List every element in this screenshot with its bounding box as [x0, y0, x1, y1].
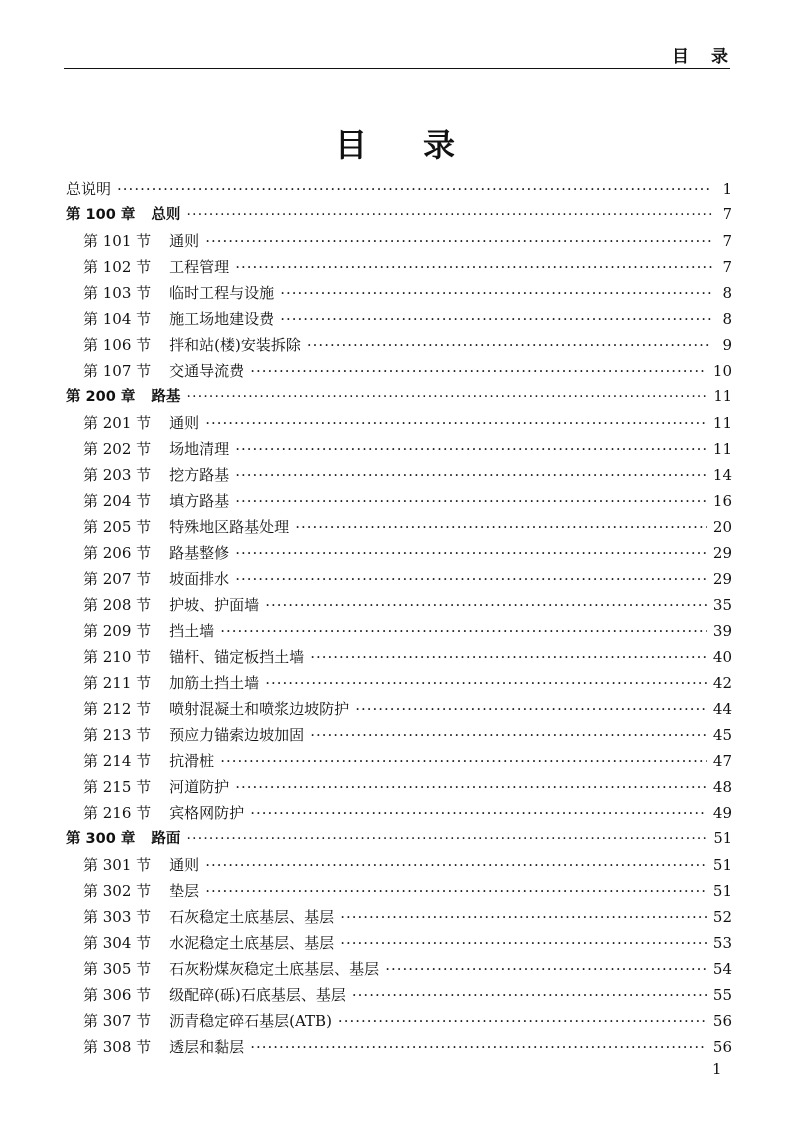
toc-leader-dots — [355, 696, 707, 722]
toc-leader-dots — [265, 670, 707, 696]
toc-entry-page: 51 — [712, 882, 732, 900]
toc-entry[interactable] — [66, 514, 732, 540]
toc-entry[interactable] — [66, 384, 732, 410]
toc-entry-title: 坡面排水 — [169, 570, 230, 588]
toc-entry-title: 挡土墙 — [169, 622, 215, 640]
toc-entry-title: 通则 — [169, 414, 200, 432]
toc-entry-page: 49 — [712, 804, 732, 822]
toc-leader-dots — [220, 748, 707, 774]
toc-entry[interactable] — [66, 670, 732, 696]
toc-entry-title: 临时工程与设施 — [169, 284, 275, 302]
toc-entry-number: 第 203 节 — [83, 466, 152, 484]
toc-leader-dots — [235, 254, 712, 280]
toc-entry-title: 护坡、护面墙 — [169, 596, 260, 614]
toc-leader-dots — [265, 592, 707, 618]
toc-entry[interactable] — [66, 306, 732, 332]
toc-entry[interactable] — [66, 748, 732, 774]
toc-entry-page: 48 — [712, 778, 732, 796]
toc-entry[interactable] — [66, 1034, 732, 1060]
toc-leader-dots — [280, 280, 712, 306]
toc-entry-number: 第 211 节 — [83, 674, 152, 692]
toc-entry[interactable] — [66, 410, 732, 436]
toc-entry-page: 51 — [713, 831, 732, 847]
toc-leader-dots — [235, 774, 707, 800]
toc-entry[interactable] — [66, 878, 732, 904]
toc-entry-page: 14 — [712, 466, 732, 484]
toc-entry-number: 第 305 节 — [83, 960, 152, 978]
toc-entry-title: 石灰稳定土底基层、基层 — [169, 908, 335, 926]
toc-entry-title: 宾格网防护 — [169, 804, 245, 822]
page-number: 1 — [712, 1060, 722, 1078]
toc-entry-number: 第 101 节 — [83, 232, 152, 250]
toc-entry-number: 第 107 节 — [83, 362, 152, 380]
toc-entry-page: 51 — [712, 856, 732, 874]
toc-leader-dots — [235, 488, 707, 514]
toc-entry-title: 石灰粉煤灰稳定土底基层、基层 — [169, 960, 380, 978]
toc-entry-title: 总说明 — [66, 180, 112, 198]
toc-entry[interactable] — [66, 696, 732, 722]
toc-entry-page: 56 — [712, 1012, 732, 1030]
toc-entry[interactable] — [66, 800, 732, 826]
toc-entry-title: 施工场地建设费 — [169, 310, 275, 328]
toc-entry-title: 预应力锚索边坡加固 — [169, 726, 305, 744]
toc-entry-page: 20 — [712, 518, 732, 536]
toc-leader-dots — [310, 722, 707, 748]
toc-leader-dots — [205, 228, 712, 254]
toc-leader-dots — [205, 852, 707, 878]
toc-entry-page: 11 — [713, 389, 732, 405]
toc-entry[interactable] — [66, 228, 732, 254]
toc-entry[interactable] — [66, 202, 732, 228]
toc-entry-title: 锚杆、锚定板挡土墙 — [169, 648, 305, 666]
toc-entry[interactable] — [66, 436, 732, 462]
toc-entry-page: 52 — [712, 908, 732, 926]
toc-entry-number: 第 102 节 — [83, 258, 152, 276]
running-head — [64, 38, 750, 69]
toc-entry-page: 39 — [712, 622, 732, 640]
toc-entry[interactable] — [66, 332, 732, 358]
toc-leader-dots — [235, 566, 707, 592]
toc-entry-number: 第 207 节 — [83, 570, 152, 588]
toc-leader-dots — [220, 618, 707, 644]
toc-entry-title: 喷射混凝土和喷浆边坡防护 — [169, 700, 350, 718]
toc-entry-title: 工程管理 — [169, 258, 230, 276]
toc-leader-dots — [186, 202, 712, 228]
toc-entry-title: 通则 — [169, 232, 200, 250]
toc-entry-page: 9 — [722, 336, 732, 354]
toc-entry-number: 第 216 节 — [83, 804, 152, 822]
running-head-text: 目录 — [672, 47, 750, 67]
toc-entry-title: 挖方路基 — [169, 466, 230, 484]
toc-entry-number: 第 301 节 — [83, 856, 152, 874]
toc-entry[interactable] — [66, 1008, 732, 1034]
toc-entry[interactable] — [66, 618, 732, 644]
toc-leader-dots — [117, 176, 712, 202]
toc-entry-page: 10 — [712, 362, 732, 380]
toc-leader-dots — [186, 826, 707, 852]
toc-entry-number: 第 302 节 — [83, 882, 152, 900]
toc-entry[interactable] — [66, 566, 732, 592]
toc-leader-dots — [340, 930, 707, 956]
toc-entry-number: 第 200 章 — [66, 389, 136, 405]
toc-entry-number: 第 209 节 — [83, 622, 152, 640]
toc-entry[interactable] — [66, 540, 732, 566]
toc-entry-page: 44 — [712, 700, 732, 718]
toc-leader-dots — [250, 358, 707, 384]
toc-entry-title: 路面 — [151, 831, 181, 847]
toc-entry-number: 第 307 节 — [83, 1012, 152, 1030]
toc-entry[interactable] — [66, 280, 732, 306]
toc-leader-dots — [280, 306, 712, 332]
toc-entry-page: 11 — [712, 414, 732, 432]
toc-entry-number: 第 303 节 — [83, 908, 152, 926]
toc-entry-page: 56 — [712, 1038, 732, 1056]
toc-leader-dots — [235, 540, 707, 566]
toc-entry-title: 加筋土挡土墙 — [169, 674, 260, 692]
toc-leader-dots — [235, 462, 707, 488]
toc-leader-dots — [338, 1008, 707, 1034]
toc-leader-dots — [310, 644, 707, 670]
toc-entry-title: 填方路基 — [169, 492, 230, 510]
toc-leader-dots — [250, 800, 707, 826]
toc-entry-page: 8 — [722, 310, 732, 328]
toc-entry-number: 第 212 节 — [83, 700, 152, 718]
table-of-contents — [66, 176, 732, 1060]
toc-entry-page: 8 — [722, 284, 732, 302]
toc-entry-page: 42 — [712, 674, 732, 692]
toc-entry-page: 45 — [712, 726, 732, 744]
toc-entry[interactable] — [66, 462, 732, 488]
toc-leader-dots — [205, 410, 707, 436]
toc-entry-page: 7 — [722, 207, 732, 223]
toc-entry-number: 第 104 节 — [83, 310, 152, 328]
toc-entry-number: 第 202 节 — [83, 440, 152, 458]
toc-leader-dots — [340, 904, 707, 930]
toc-entry-page: 54 — [712, 960, 732, 978]
toc-leader-dots — [295, 514, 707, 540]
toc-entry-number: 第 215 节 — [83, 778, 152, 796]
toc-entry-title: 抗滑桩 — [169, 752, 215, 770]
toc-leader-dots — [385, 956, 707, 982]
toc-entry[interactable] — [66, 592, 732, 618]
toc-entry-number: 第 103 节 — [83, 284, 152, 302]
toc-entry[interactable] — [66, 904, 732, 930]
toc-entry-number: 第 210 节 — [83, 648, 152, 666]
toc-entry-number: 第 214 节 — [83, 752, 152, 770]
toc-entry-number: 第 206 节 — [83, 544, 152, 562]
toc-leader-dots — [307, 332, 712, 358]
toc-entry-number: 第 205 节 — [83, 518, 152, 536]
toc-entry-number: 第 300 章 — [66, 831, 136, 847]
toc-entry-number: 第 306 节 — [83, 986, 152, 1004]
toc-entry-title: 交通导流费 — [169, 362, 245, 380]
toc-entry-number: 第 106 节 — [83, 336, 152, 354]
toc-entry-page: 7 — [722, 232, 732, 250]
toc-leader-dots — [186, 384, 707, 410]
page-title: 目录 — [334, 126, 511, 164]
toc-entry-number: 第 304 节 — [83, 934, 152, 952]
toc-entry[interactable] — [66, 254, 732, 280]
toc-entry-title: 河道防护 — [169, 778, 230, 796]
toc-entry-title: 垫层 — [169, 882, 200, 900]
toc-entry-title: 沥青稳定碎石基层(ATB) — [169, 1012, 332, 1030]
toc-leader-dots — [235, 436, 707, 462]
toc-entry-page: 53 — [712, 934, 732, 952]
toc-entry[interactable] — [66, 956, 732, 982]
toc-entry[interactable] — [66, 176, 732, 202]
toc-entry-page: 16 — [712, 492, 732, 510]
toc-entry-page: 29 — [712, 570, 732, 588]
toc-entry-page: 40 — [712, 648, 732, 666]
toc-entry-title: 场地清理 — [169, 440, 230, 458]
toc-leader-dots — [205, 878, 707, 904]
toc-entry[interactable] — [66, 826, 732, 852]
toc-entry-title: 特殊地区路基处理 — [169, 518, 290, 536]
toc-entry-page: 55 — [712, 986, 732, 1004]
toc-entry-title: 总则 — [151, 207, 181, 223]
toc-entry-title: 拌和站(楼)安装拆除 — [169, 336, 301, 354]
toc-entry-title: 通则 — [169, 856, 200, 874]
toc-entry[interactable] — [66, 722, 732, 748]
toc-entry-number: 第 100 章 — [66, 207, 136, 223]
toc-entry-page: 1 — [722, 180, 732, 198]
toc-entry-title: 路基整修 — [169, 544, 230, 562]
toc-leader-dots — [250, 1034, 707, 1060]
toc-entry-number: 第 208 节 — [83, 596, 152, 614]
toc-entry-title: 水泥稳定土底基层、基层 — [169, 934, 335, 952]
toc-leader-dots — [352, 982, 707, 1008]
toc-entry[interactable] — [66, 774, 732, 800]
toc-entry-title: 级配碎(砾)石底基层、基层 — [169, 986, 346, 1004]
toc-entry-page: 11 — [712, 440, 732, 458]
toc-entry-number: 第 204 节 — [83, 492, 152, 510]
toc-entry-number: 第 213 节 — [83, 726, 152, 744]
toc-entry[interactable] — [66, 644, 732, 670]
toc-entry-title: 路基 — [151, 389, 181, 405]
toc-entry[interactable] — [66, 982, 732, 1008]
toc-entry-page: 29 — [712, 544, 732, 562]
toc-entry[interactable] — [66, 852, 732, 878]
toc-entry-page: 7 — [722, 258, 732, 276]
toc-entry-number: 第 308 节 — [83, 1038, 152, 1056]
toc-entry-title: 透层和黏层 — [169, 1038, 245, 1056]
toc-entry[interactable] — [66, 930, 732, 956]
toc-entry[interactable] — [66, 358, 732, 384]
toc-entry[interactable] — [66, 488, 732, 514]
toc-entry-number: 第 201 节 — [83, 414, 152, 432]
toc-entry-page: 35 — [712, 596, 732, 614]
toc-entry-page: 47 — [712, 752, 732, 770]
